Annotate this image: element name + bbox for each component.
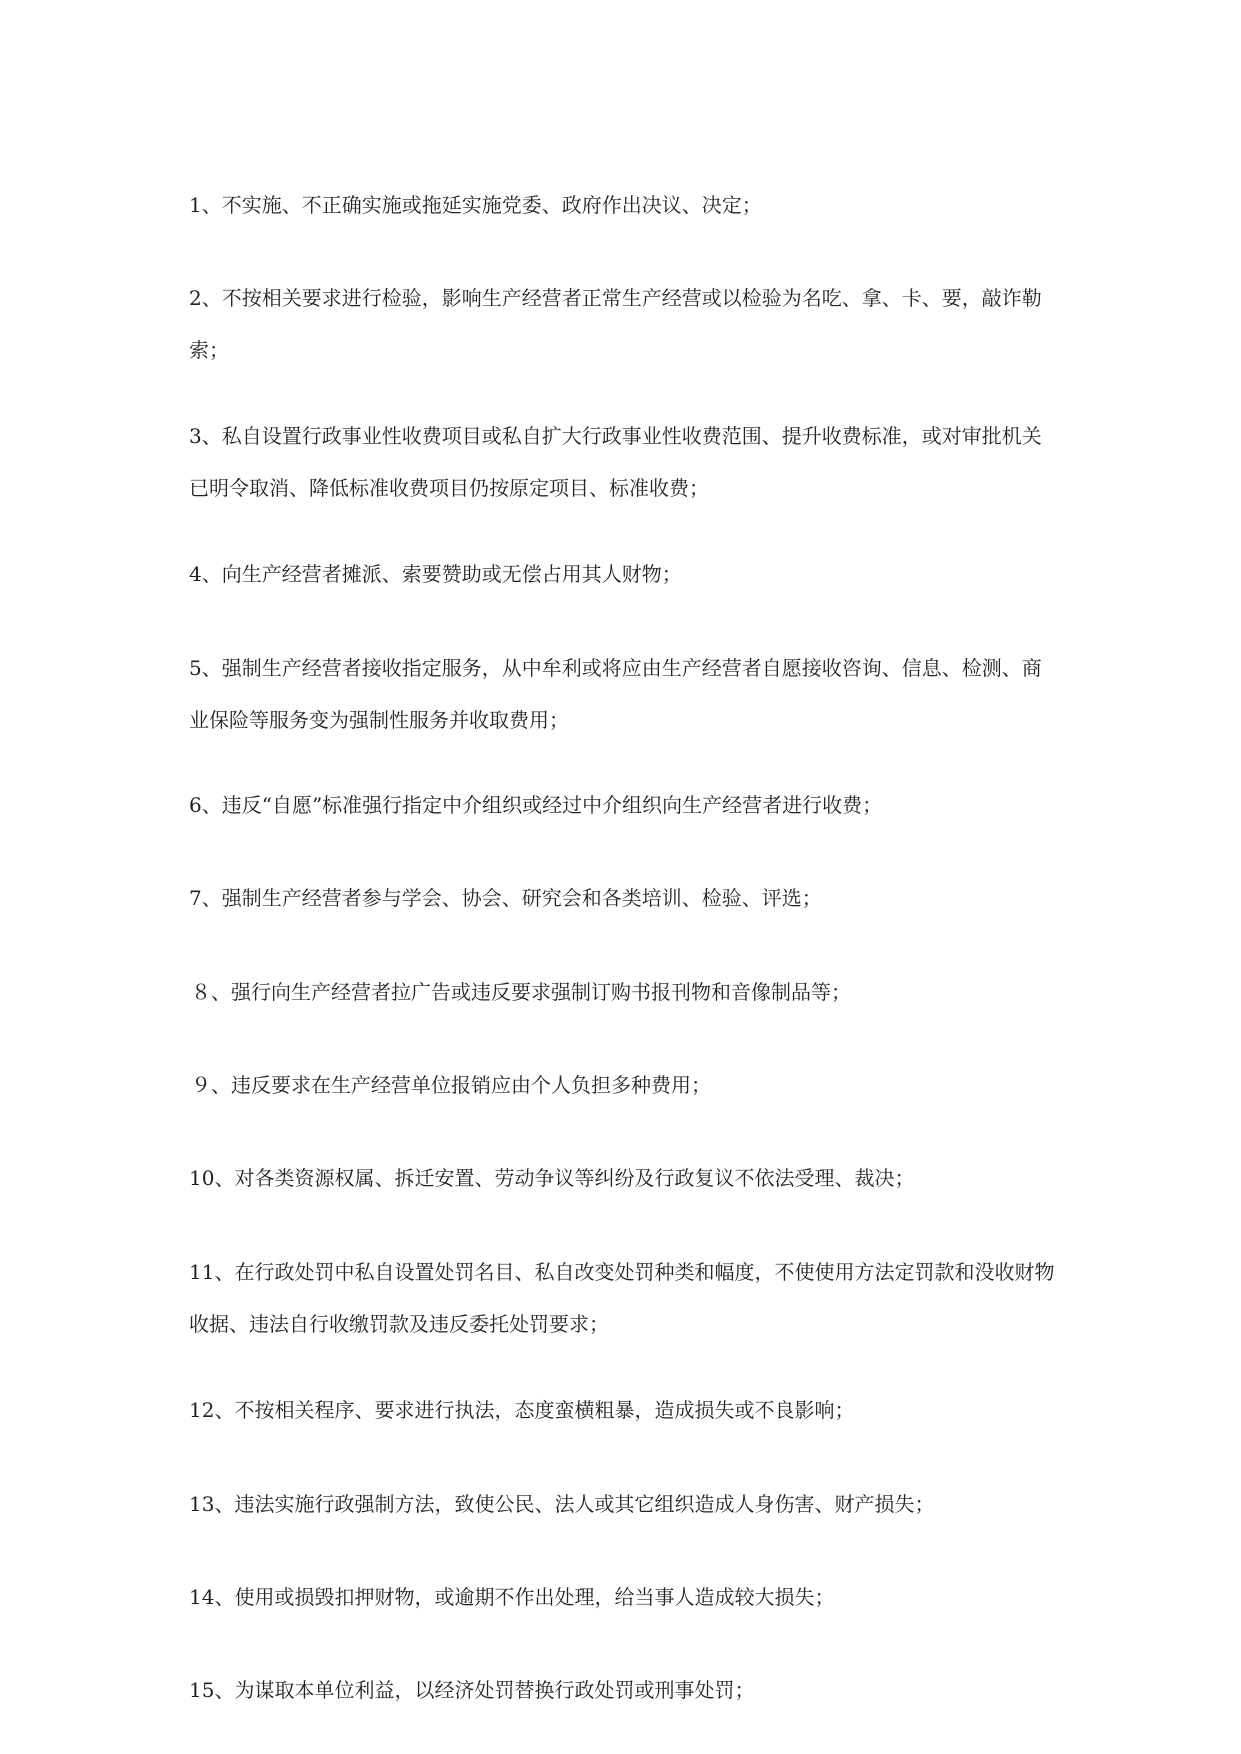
list-item-8: ８、强行向生产经营者拉广告或违反要求强制订购书报刊物和音像制品等； [191,980,851,1004]
list-item-5: 5、强制生产经营者接收指定服务，从中牟利或将应由生产经营者自愿接收咨询、信息、检测、商业保险等服务变为强制性服务并收取费用； [189,656,1042,732]
list-item-14: 14、使用或损毁扣押财物，或逾期不作出处理，给当事人造成较大损失； [189,1585,835,1609]
list-item-12: 12、不按相关程序、要求进行执法，态度蛮横粗暴，造成损失或不良影响； [189,1398,855,1422]
list-item-10: 10、对各类资源权属、拆迁安置、劳动争议等纠纷及行政复议不依法受理、裁决； [189,1166,915,1190]
list-item-2: 2、不按相关要求进行检验，影响生产经营者正常生产经营或以检验为名吃、拿、卡、要，敲诈勒索； [189,286,1042,362]
list-item-13: 13、违法实施行政强制方法，致使公民、法人或其它组织造成人身伤害、财产损失； [189,1492,935,1516]
list-item-9: ９、违反要求在生产经营单位报销应由个人负担多种费用； [191,1073,711,1097]
list-item-3: 3、私自设置行政事业性收费项目或私自扩大行政事业性收费范围、提升收费标准，或对审批机关已明令取消、降低标准收费项目仍按原定项目、标准收费； [189,424,1042,500]
list-item-1: 1、不实施、不正确实施或拖延实施党委、政府作出决议、决定； [189,193,762,217]
list-item-7: 7、强制生产经营者参与学会、协会、研究会和各类培训、检验、评选； [189,886,822,910]
list-item-15: 15、为谋取本单位利益，以经济处罚替换行政处罚或刑事处罚； [189,1678,755,1702]
list-item-6: 6、违反“自愿”标准强行指定中介组织或经过中介组织向生产经营者进行收费； [189,793,883,817]
list-item-4: 4、向生产经营者摊派、索要赞助或无偿占用其人财物； [189,562,682,586]
list-item-11: 11、在行政处罚中私自设置处罚名目、私自改变处罚种类和幅度，不使使用方法定罚款和没收财物收据、违法自行收缴罚款及违反委托处罚要求； [189,1260,1055,1336]
